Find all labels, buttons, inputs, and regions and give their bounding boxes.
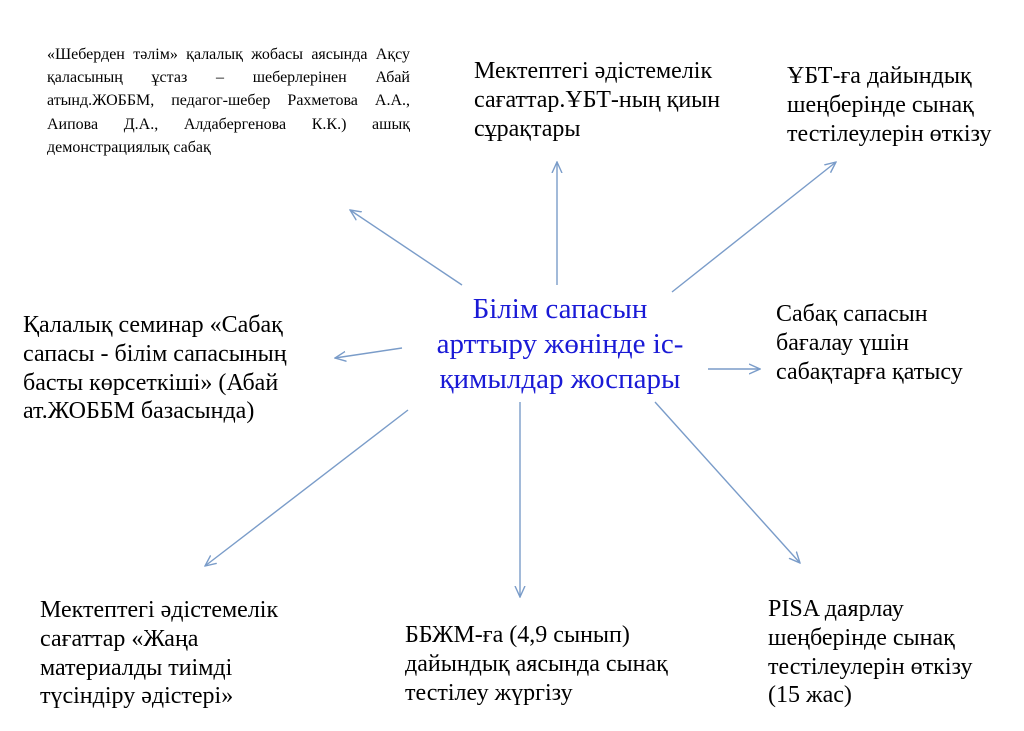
node-middle-right: Сабақ сапасын бағалау үшін сабақтарға қатысу [776, 301, 963, 385]
arrow-to-top-left [350, 210, 462, 285]
center-node [405, 292, 715, 396]
node-top-left: «Шеберден тәлім» қалалық жобасы аясында Ақсу қаласының ұстаз – шеберлерінен Абай атынд.ЖОББМ, педагог-шебер Рахметова А.А., Аипова Д.А., Алдабергенова К.К.) ашық демонстрациялық сабақ [47, 46, 410, 156]
arrow-to-middle-left [335, 348, 402, 358]
arrow-to-bottom-right [655, 402, 800, 563]
center-line-2: арттыру жөнінде іс- [436, 327, 684, 360]
node-bottom-left: Мектептегі әдістемелік сағаттар «Жаңа материалды тиімді түсіндіру әдістері» [40, 597, 279, 710]
arrow-to-top-right [672, 162, 836, 292]
node-bottom-right: PISA даярлау шеңберінде сынақ тестілеулерін өткізу (15 жас) [768, 596, 973, 709]
center-line-1: Білім сапасын [472, 293, 648, 325]
node-top-center: Мектептегі әдістемелік сағаттар.ҰБТ-ның қиын сұрақтары [474, 58, 721, 142]
node-middle-left: Қалалық семинар «Сабақ сапасы - білім сапасының басты көрсеткіші» (Абай ат.ЖОББМ базасында) [23, 312, 287, 425]
arrow-to-bottom-left [205, 410, 408, 566]
center-line-3: қимылдар жоспары [439, 362, 681, 395]
node-top-right: ҰБТ-ға дайындық шеңберінде сынақ тестілеулерін өткізу [787, 63, 992, 147]
node-bottom-center: ББЖМ-ға (4,9 сынып) дайындық аясында сынақ тестілеу жүргізу [405, 622, 668, 706]
